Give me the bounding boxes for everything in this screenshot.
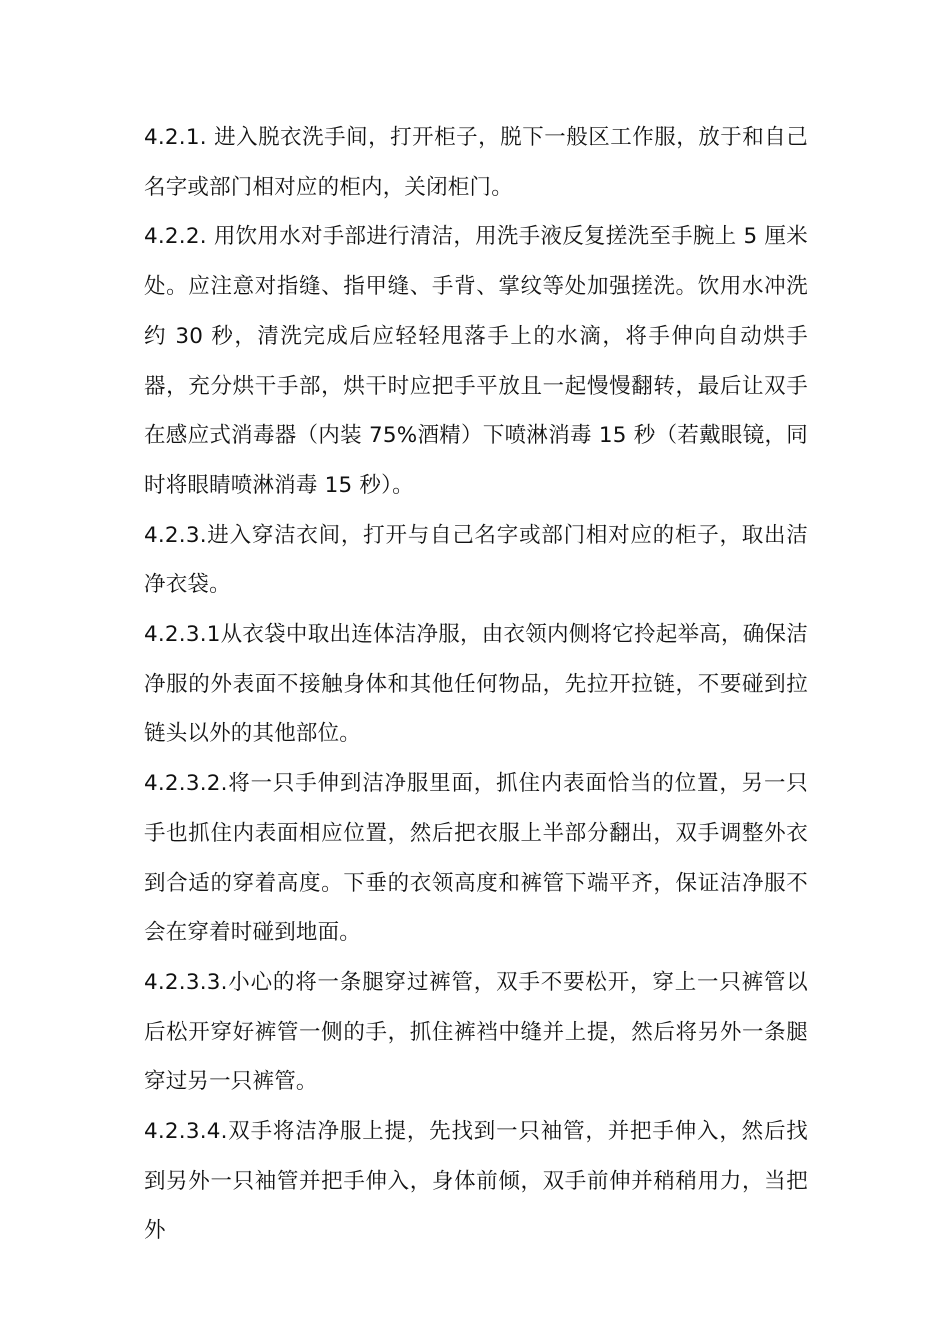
paragraph-4-2-3-3: 4.2.3.3.小心的将一条腿穿过裤管，双手不要松开，穿上一只裤管以后松开穿好裤管一侧的手，抓住裤裆中缝并上提，然后将另外一条腿穿过另一只裤管。 — [144, 969, 808, 1095]
paragraph-4-2-2: 4.2.2. 用饮用水对手部进行清洁，用洗手液反复搓洗至手腕上 5 厘米处。应注意对指缝、指甲缝、手背、掌纹等处加强搓洗。饮用水冲洗约 30 秒，清洗完成后应轻轻甩落手上的水滴，将手伸向自动烘手器，充分烘干手部，烘干时应把手平放且一起慢慢翻转，最后让双手在感应式消毒器（内装 75%酒精）下喷淋消毒 15 秒（若戴眼镜，同时将眼睛喷淋消毒 15 秒）。 — [144, 224, 808, 498]
paragraph-4-2-1: 4.2.1. 进入脱衣洗手间，打开柜子，脱下一般区工作服，放于和自己名字或部门相对应的柜内，关闭柜门。 — [144, 125, 808, 200]
paragraph-4-2-3-4: 4.2.3.4.双手将洁净服上提，先找到一只袖管，并把手伸入，然后找到另外一只袖管并把手伸入，身体前倾，双手前伸并稍稍用力，当把外 — [144, 1119, 808, 1244]
paragraph-4-2-3-2: 4.2.3.2.将一只手伸到洁净服里面，抓住内表面恰当的位置，另一只手也抓住内表面相应位置，然后把衣服上半部分翻出，双手调整外衣到合适的穿着高度。下垂的衣领高度和裤管下端平齐，保证洁净服不会在穿着时碰到地面。 — [144, 771, 808, 946]
paragraph-4-2-3-1: 4.2.3.1从衣袋中取出连体洁净服，由衣领内侧将它拎起举高，确保洁净服的外表面不接触身体和其他任何物品，先拉开拉链，不要碰到拉链头以外的其他部位。 — [144, 622, 808, 747]
paragraph-4-2-3: 4.2.3.进入穿洁衣间，打开与自己名字或部门相对应的柜子，取出洁净衣袋。 — [144, 522, 808, 598]
document-body — [144, 113, 808, 1256]
